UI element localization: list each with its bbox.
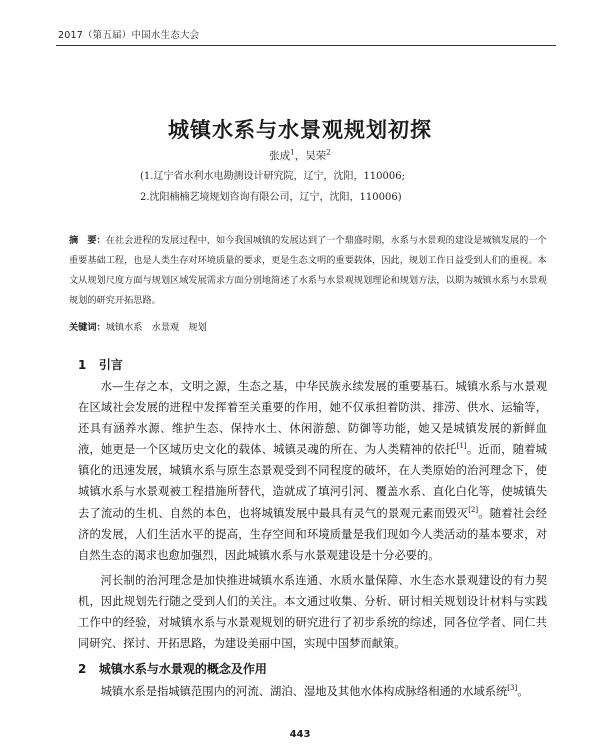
section-number: 1	[78, 358, 87, 372]
abstract	[69, 231, 547, 311]
body-paragraph	[78, 681, 547, 702]
author-affiliation-marker: 1	[290, 148, 295, 157]
section-heading-concepts	[78, 660, 267, 677]
paragraph-text: 水—生存之本，文明之源，生态之基，中华民族永续发展的重要基石。城镇水系与水景观在区域社会发展的进程中发挥着至关重要的作用，她不仅承担着防洪、排涝、供水、运输等，还具有涵养水源、维护生态、保持水土、休闲游憩、防御等功能，她又是城镇发展的新鲜血液，她更是一个区域历史文化的载体、城镇灵魂的所在、为人类精神的依托	[78, 380, 547, 457]
author-line	[0, 148, 600, 163]
citation-marker: [1]	[456, 442, 467, 451]
author-name: 张成	[269, 150, 291, 162]
abstract-text: 在社会进程的发展过程中，如今我国城镇的发展达到了一个鼎盛时期，水系与水景观的建设是城镇发展的一个重要基础工程，也是人类生存对环境质量的要求，更是生态文明的重要载体，因此，规划工作日益受到人们的重视。本文从规划尺度方面与规划区域发展需求方面分别地简述了水系与水景观规划理论和规划方法，以期为城镇水系与水景观规划的研究开拓思路。	[69, 235, 547, 306]
affiliation-2: 2.沈阳楠楠艺境规划咨询有限公司，辽宁，沈阳，110006)	[140, 192, 402, 203]
body-paragraph: 河长制的治河理念是加快推进城镇水系连通、水质水量保障、水生态水景观建设的有力契机，因此规划先行随之受到人们的关注。本文通过收集、分析、研讨相关规划设计材料与实践工作中的经验，对城镇水系与水景观规划的研究进行了初步系统的综述，同各位学者、同仁共同研究、探讨、开拓思路，为建设美丽中国，实现中国梦而献策。	[78, 574, 547, 651]
affiliation-1: (1.辽宁省水利水电勘测设计研究院，辽宁，沈阳，110006;	[140, 171, 405, 182]
keywords	[69, 319, 207, 333]
paragraph-text: 。	[517, 685, 529, 698]
page-number: 443	[289, 729, 311, 740]
keywords-text: 城镇水系 水景观 规划	[105, 322, 207, 333]
keywords-label: 关键词：	[69, 322, 106, 333]
section-title: 城镇水系与水景观的概念及作用	[98, 662, 267, 676]
running-header: 2017（第五届）中国水生态大会	[58, 30, 200, 41]
section-heading-introduction	[78, 356, 123, 373]
header-divider	[56, 45, 556, 46]
body-paragraph	[78, 376, 547, 566]
citation-marker: [2]	[468, 505, 479, 514]
section-number: 2	[78, 662, 87, 676]
paragraph-text: 。近而，随着城镇化的迅速发展，城镇水系与原生态景观受到不同程度的破坏，在人类原始的治河理念下，使城镇水系与水景观被工程措施所替代，造就成了填河引河、覆盖水系、直化白化等，使城镇失去了流动的生机、自然的本色，也将城镇发展中最具有灵气的景观元素而毁灭	[78, 443, 547, 520]
paragraph-text: 。随着社会经济的发展，人们生活水平的提高，生存空间和环境质量是我们现如今人类活动的基本要求，对自然生态的渴求也愈加强烈，因此城镇水系与水景观建设是十分必要的。	[78, 506, 547, 562]
abstract-label: 摘 要：	[69, 235, 106, 246]
citation-marker: [3]	[507, 684, 518, 693]
author-affiliation-marker: 2	[326, 148, 331, 157]
author-name: 吴荣	[305, 150, 327, 162]
paper-title: 城镇水系与水景观规划初探	[168, 118, 432, 142]
author-separator: ，	[294, 150, 306, 162]
section-title: 引言	[98, 358, 123, 372]
paragraph-text: 城镇水系是指城镇范围内的河流、湖泊、湿地及其他水体构成脉络相通的水域系统	[100, 685, 508, 698]
